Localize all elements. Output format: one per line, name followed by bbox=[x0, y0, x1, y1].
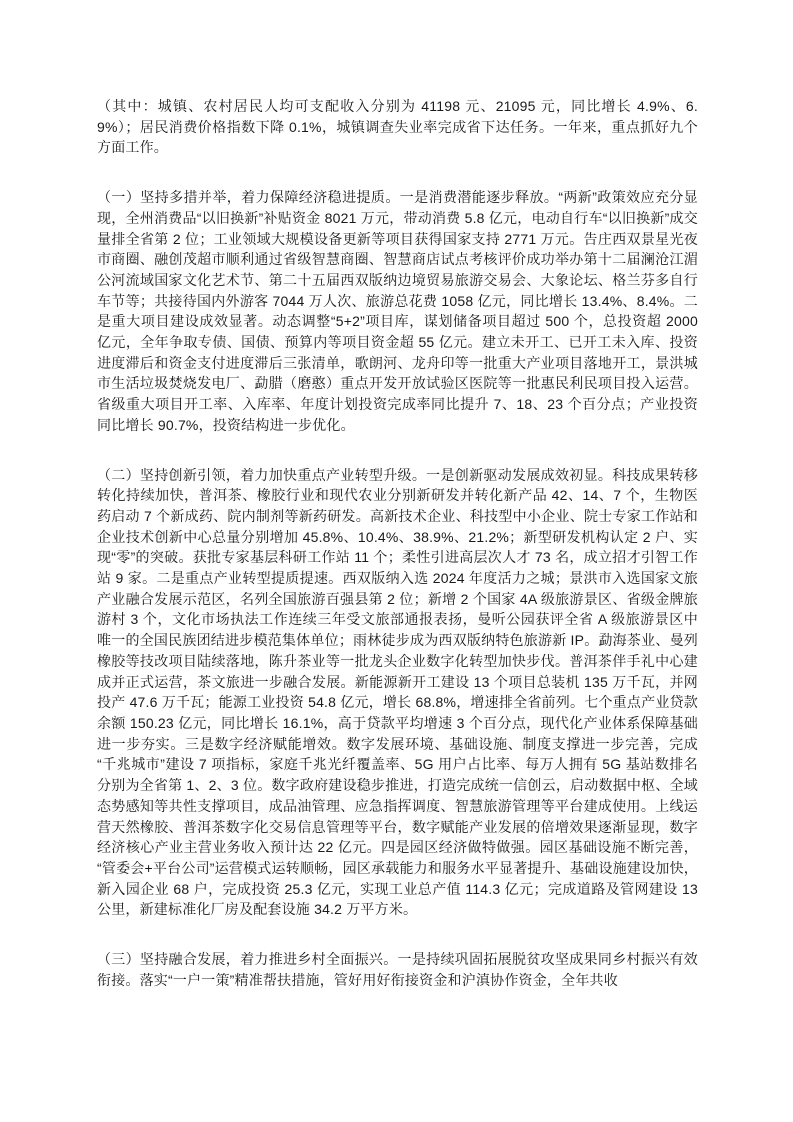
paragraph-section-1: （一）坚持多措并举，着力保障经济稳进提质。一是消费潜能逐步释放。“两新”政策效应充分显现，全州消费品“以旧换新”补贴资金 8021 万元，带动消费 5.8 亿元，电动自行车“以旧换新”成交量排全省第 2 位；工业领域大规模设备更新等项目获得国家支持 2771 万元。告庄西双景星光夜市商圈、融创茂超市顺利通过省级智慧商圈、智慧商店试点考核评价成功举办第十二届澜沧江湄公河流域国家文化艺术节、第二十五届西双版纳边境贸易旅游交易会、大象论坛、格兰芬多自行车节等；共接待国内外游客 7044 万人次、旅游总花费 1058 亿元，同比增长 13.4%、8.4%。二是重大项目建设成效显著。动态调整“5+2”项目库，谋划储备项目超过 500 个，总投资超 2000 亿元，全年争取专债、国债、预算内等项目资金超 55 亿元。建立未开工、已开工未入库、投资进度滞后和资金支付进度滞后三张清单，歌朗河、龙舟印等一批重大产业项目落地开工，景洪城市生活垃圾焚烧发电厂、勐腊（磨憨）重点开发开放试验区医院等一批惠民利民项目投入运营。省级重大项目开工率、入库率、年度计划投资完成率同比提升 7、18、23 个百分点；产业投资同比增长 90.7%，投资结构进一步优化。 bbox=[97, 189, 698, 433]
paragraph-intro-continuation: （其中：城镇、农村居民人均可支配收入分别为 41198 元、21095 元，同比增长 4.9%、6.9%）；居民消费价格指数下降 0.1%，城镇调查失业率完成省下达任务。一年来，重点抓好九个方面工作。 bbox=[97, 98, 698, 156]
document-text-block bbox=[97, 96, 698, 990]
paragraph-section-3: （三）坚持融合发展，着力推进乡村全面振兴。一是持续巩固拓展脱贫攻坚成果同乡村振兴有效衔接。落实“一户一策”精准帮扶措施，管好用好衔接资金和沪滇协作资金，全年共收 bbox=[97, 951, 698, 988]
paragraph-section-2: （二）坚持创新引领，着力加快重点产业转型升级。一是创新驱动发展成效初显。科技成果转移转化持续加快，普洱茶、橡胶行业和现代农业分别新研发并转化新产品 42、14、7 个，生物医药启动 7 个新成药、院内制剂等新药研发。高新技术企业、科技型中小企业、院士专家工作站和企业技术创新中心总量分别增加 45.8%、10.4%、38.9%、21.2%；新型研发机构认定 2 户、实现“零”的突破。获批专家基层科研工作站 11 个；柔性引进高层次人才 73 名，成立招才引智工作站 9 家。二是重点产业转型提质提速。西双版纳入选 2024 年度活力之城；景洪市入选国家文旅产业融合发展示范区，名列全国旅游百强县第 2 位；新增 2 个国家 4A 级旅游景区、省级金牌旅游村 3 个，文化市场执法工作连续三年受文旅部通报表扬，曼听公园获评全省 A 级旅游景区中唯一的全国民族团结进步模范集体单位；雨林徒步成为西双版纳特色旅游新 IP。勐海茶业、曼列橡胶等技改项目陆续落地，陈升茶业等一批龙头企业数字化转型加快步伐。普洱茶伴手礼中心建成并正式运营，茶文旅进一步融合发展。新能源新开工建设 13 个项目总装机 135 万千瓦，并网投产 47.6 万千瓦；能源工业投资 54.8 亿元，增长 68.8%，增速排全省前列。七个重点产业贷款余额 150.23 亿元，同比增长 16.1%，高于贷款平均增速 3 个百分点，现代化产业体系保障基础进一步夯实。三是数字经济赋能增效。数字发展环境、基础设施、制度支撑进一步完善，完成“千兆城市”建设 7 项指标，家庭千兆光纤覆盖率、5G 用户占比率、每万人拥有 5G 基站数排名分别为全省第 1、2、3 位。数字政府建设稳步推进，打造完成统一信创云，启动数据中枢、全域态势感知等共性支撑项目，成品油管理、应急指挥调度、智慧旅游管理等平台建成使用。上线运营天然橡胶、普洱茶数字化交易信息管理等平台，数字赋能产业发展的倍增效果逐渐显现，数字经济核心产业主营业务收入预计达 22 亿元。四是园区经济做特做强。园区基础设施不断完善，“管委会+平台公司”运营模式运转顺畅，园区承载能力和服务水平显著提升、基础设施建设加快，新入园企业 68 户，完成投资 25.3 亿元，实现工业总产值 114.3 亿元；完成道路及管网建设 13 公里，新建标准化厂房及配套设施 34.2 万平方米。 bbox=[97, 466, 698, 918]
